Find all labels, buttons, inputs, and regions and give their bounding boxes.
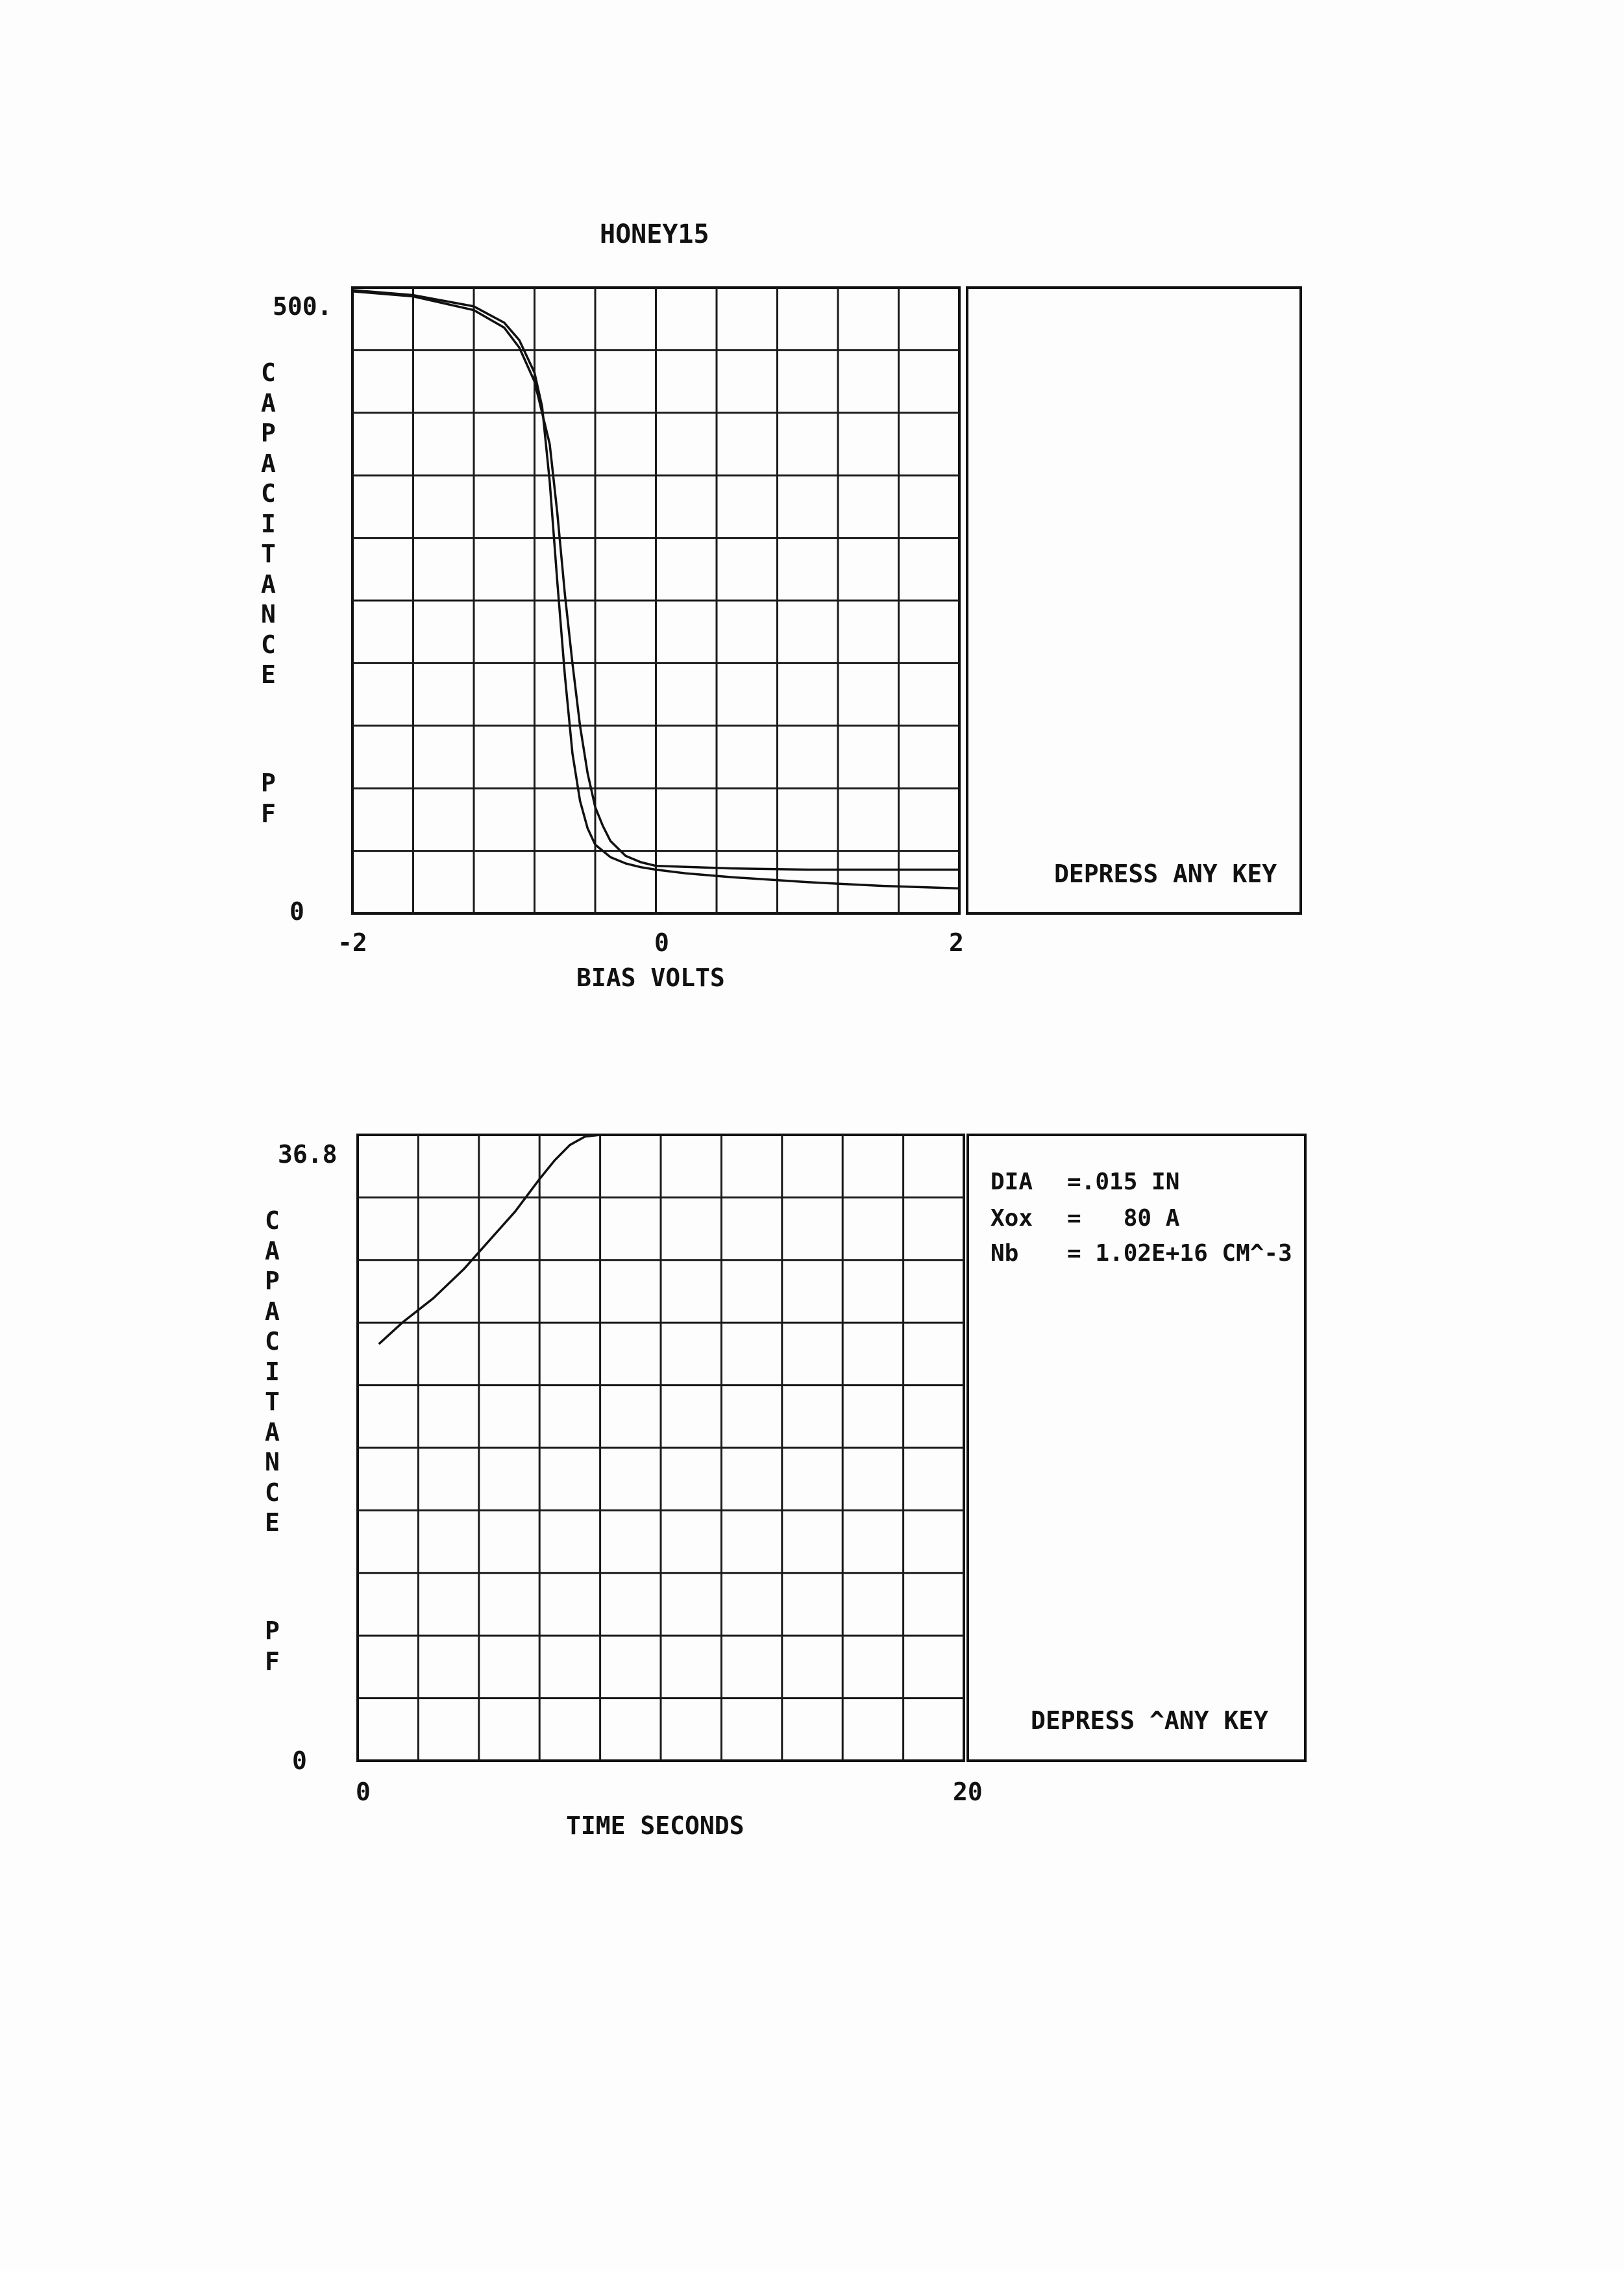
chart1-x-axis-title: BIAS VOLTS xyxy=(576,963,725,992)
y-axis-letter: A xyxy=(265,1236,280,1265)
chart2-info-label-dia: DIA xyxy=(990,1169,1033,1195)
chart1-side-panel xyxy=(967,288,1301,913)
y-axis-letter: C xyxy=(265,1478,280,1507)
chart2-y-top-label: 36.8 xyxy=(278,1140,338,1169)
y-axis-letter: E xyxy=(261,660,276,689)
y-axis-letter: C xyxy=(261,479,276,508)
chart2-info-value-dia: =.015 IN xyxy=(1067,1169,1180,1195)
chart1-x-tick-label-max: 2 xyxy=(949,928,964,957)
chart2-info-label-nb: Nb xyxy=(990,1240,1019,1267)
y-axis-letter: C xyxy=(265,1206,280,1235)
chart2-y-bottom-label: 0 xyxy=(292,1746,307,1775)
chart2-info-value-xox: = 80 A xyxy=(1067,1205,1180,1232)
chart1-x-tick-label-mid: 0 xyxy=(654,928,669,957)
y-axis-letter: N xyxy=(261,600,276,628)
chart2-info-label-xox: Xox xyxy=(990,1205,1033,1232)
chart2-x-tick-label-max: 20 xyxy=(953,1778,983,1806)
chart2-x-tick-label-min: 0 xyxy=(356,1778,371,1806)
chart1-x-tick-label-min: -2 xyxy=(338,928,367,957)
page-title: HONEY15 xyxy=(600,219,709,249)
y-axis-letter: I xyxy=(261,509,276,538)
chart2-side-panel xyxy=(968,1135,1305,1761)
y-axis-letter: T xyxy=(265,1387,280,1416)
y-axis-letter: A xyxy=(265,1297,280,1326)
chart2-side-panel-message: DEPRESS ^ANY KEY xyxy=(1031,1706,1269,1735)
y-axis-letter: N xyxy=(265,1448,280,1476)
chart2-series-line-transient xyxy=(379,1135,752,1344)
chart1-y-top-label: 500. xyxy=(273,292,332,321)
y-axis-letter: C xyxy=(261,630,276,659)
y-axis-letter: P xyxy=(261,419,276,447)
y-axis-letter: C xyxy=(265,1327,280,1356)
y-axis-letter: A xyxy=(265,1417,280,1446)
y-axis-letter: A xyxy=(261,449,276,478)
y-axis-letter: I xyxy=(265,1357,280,1386)
y-axis-letter: T xyxy=(261,540,276,568)
y-axis-letter: A xyxy=(261,388,276,417)
y-axis-letter: P xyxy=(265,1267,280,1295)
y-axis-letter: E xyxy=(265,1508,280,1537)
chart2-info-value-nb: = 1.02E+16 CM^-3 xyxy=(1067,1240,1292,1267)
chart1-y-bottom-label: 0 xyxy=(289,897,304,926)
chart2-x-axis-title: TIME SECONDS xyxy=(566,1811,744,1840)
y-axis-letter: P xyxy=(261,769,276,797)
y-axis-letter: P xyxy=(265,1617,280,1645)
y-axis-letter: F xyxy=(261,799,276,828)
chart1-side-panel-message: DEPRESS ANY KEY xyxy=(1054,860,1277,888)
y-axis-letter: C xyxy=(261,358,276,387)
y-axis-letter: F xyxy=(265,1646,280,1676)
y-axis-letter: A xyxy=(261,569,276,599)
